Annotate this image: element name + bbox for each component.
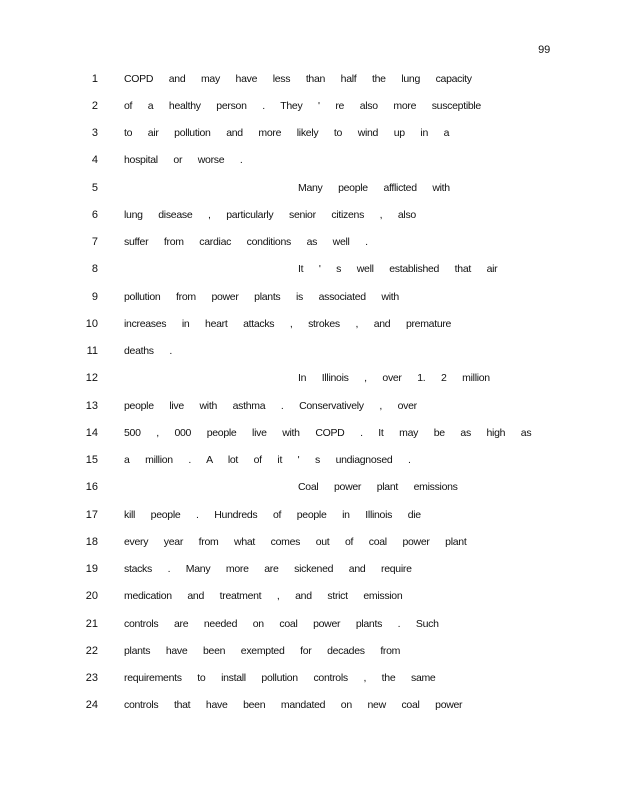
line-number: 20 [85, 590, 98, 602]
line-text: deaths . [124, 345, 172, 357]
line-number: 10 [85, 318, 98, 330]
transcript-line [0, 535, 618, 549]
line-number: 2 [91, 100, 98, 112]
transcript-line [0, 208, 618, 222]
line-number: 9 [91, 291, 98, 303]
line-text: controls are needed on coal power plants . Such [124, 618, 439, 630]
line-number: 8 [91, 263, 98, 275]
line-number: 13 [85, 400, 98, 412]
transcript-line [0, 562, 618, 576]
line-number: 17 [85, 509, 98, 521]
transcript-line [0, 617, 618, 631]
transcript-line [0, 317, 618, 331]
line-text: stacks . Many more are sickened and require [124, 563, 412, 575]
transcript-line [0, 589, 618, 603]
line-number: 3 [91, 127, 98, 139]
line-text: of a healthy person . They ' re also more susceptible [124, 100, 481, 112]
line-text: people live with asthma . Conservatively , over [124, 400, 417, 412]
line-number: 4 [91, 154, 98, 166]
line-number: 22 [85, 645, 98, 657]
line-text: a million . A lot of it ' s undiagnosed . [124, 454, 411, 466]
transcript-line [0, 453, 618, 467]
transcript-line [0, 290, 618, 304]
line-text: medication and treatment , and strict emission [124, 590, 403, 602]
transcript-line [0, 344, 618, 358]
transcript-line [0, 698, 618, 712]
line-number: 7 [91, 236, 98, 248]
line-text: 500 , 000 people live with COPD . It may be as high as [124, 427, 532, 439]
transcript-line [0, 508, 618, 522]
line-number: 24 [85, 699, 98, 711]
transcript-line [0, 671, 618, 685]
transcript-line [0, 72, 618, 86]
transcript-line [0, 262, 618, 276]
line-text: requirements to install pollution controls , the same [124, 672, 436, 684]
line-text: hospital or worse . [124, 154, 243, 166]
line-number: 23 [85, 672, 98, 684]
line-number: 18 [85, 536, 98, 548]
transcript-line [0, 126, 618, 140]
line-text: Many people afflicted with [298, 182, 450, 194]
line-number: 5 [91, 182, 98, 194]
line-number: 11 [86, 345, 98, 357]
line-text: pollution from power plants is associated with [124, 291, 399, 303]
line-number: 1 [91, 73, 98, 85]
line-text: kill people . Hundreds of people in Illinois die [124, 509, 421, 521]
transcript-line [0, 371, 618, 385]
line-text: controls that have been mandated on new coal power [124, 699, 463, 711]
transcript-line [0, 644, 618, 658]
line-number: 14 [85, 427, 98, 439]
line-text: COPD and may have less than half the lung capacity [124, 73, 472, 85]
transcript-line [0, 181, 618, 195]
line-number: 12 [85, 372, 98, 384]
line-text: increases in heart attacks , strokes , and premature [124, 318, 452, 330]
line-number: 21 [85, 618, 98, 630]
page-number: 99 [538, 44, 550, 56]
line-number: 15 [85, 454, 98, 466]
line-number: 19 [85, 563, 98, 575]
line-text: Coal power plant emissions [298, 481, 458, 493]
transcript-line [0, 480, 618, 494]
line-text: plants have been exempted for decades from [124, 645, 401, 657]
line-text: lung disease , particularly senior citizens , also [124, 209, 416, 221]
transcript-line [0, 426, 618, 440]
line-text: suffer from cardiac conditions as well . [124, 236, 368, 248]
transcript-line [0, 399, 618, 413]
line-number: 16 [85, 481, 98, 493]
line-number: 6 [91, 209, 98, 221]
line-text: In Illinois , over 1. 2 million [298, 372, 490, 384]
line-text: to air pollution and more likely to wind up in a [124, 127, 450, 139]
line-text: It ' s well established that air [298, 263, 498, 275]
transcript-line [0, 153, 618, 167]
line-text: every year from what comes out of coal power plant [124, 536, 467, 548]
transcript-line [0, 235, 618, 249]
transcript-line [0, 99, 618, 113]
